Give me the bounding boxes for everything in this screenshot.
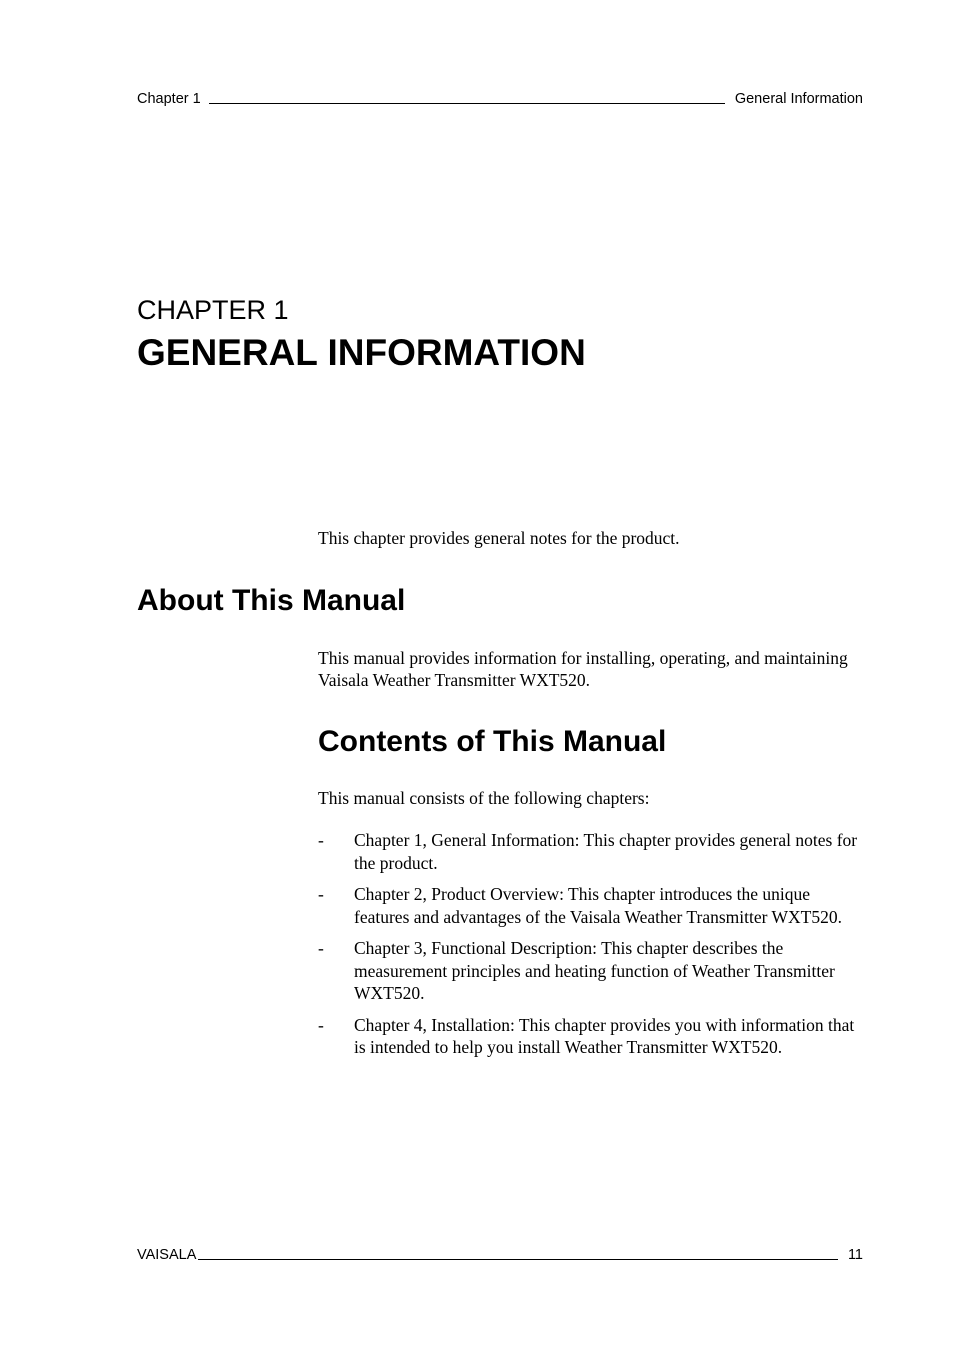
page-footer (137, 1243, 863, 1263)
contents-intro: This manual consists of the following chapters: (318, 788, 650, 808)
about-body: This manual provides information for installing, operating, and maintaining Vaisala Weather Transmitter WXT520. (318, 648, 848, 690)
list-bullet: - (318, 884, 324, 904)
list-item-text: Chapter 1, General Information: This chapter provides general notes for the product. (354, 830, 858, 873)
contents-heading: Contents of This Manual (318, 725, 667, 758)
list-item-text: Chapter 3, Functional Description: This chapter describes the measurement principles and heating function of Weather Transmitter WXT520. (354, 938, 835, 1003)
list-item (318, 829, 866, 874)
chapter-label: CHAPTER 1 (137, 295, 289, 325)
list-item-text: Chapter 4, Installation: This chapter provides you with information that is intended to help you install Weather Transmitter WXT520. (354, 1014, 855, 1057)
about-heading: About This Manual (137, 584, 406, 617)
list-item (318, 1014, 866, 1059)
list-bullet: - (318, 938, 324, 958)
list-bullet: - (318, 1014, 324, 1035)
page-header (137, 87, 863, 107)
chapter-intro: This chapter provides general notes for the product. (318, 528, 680, 548)
header-section-title: General Information (734, 91, 863, 107)
list-item (318, 883, 866, 928)
footer-rule (198, 1259, 838, 1260)
chapter-list (318, 829, 866, 1068)
header-chapter: Chapter 1 (137, 91, 201, 107)
chapter-title: GENERAL INFORMATION (137, 332, 586, 373)
list-item-text: Chapter 2, Product Overview: This chapter introduces the unique features and advantages of the Vaisala Weather Transmitter WXT520. (354, 884, 842, 927)
list-item (318, 937, 866, 1005)
list-bullet: - (318, 830, 324, 850)
page-number: 11 (847, 1247, 863, 1263)
footer-company: VAISALA (137, 1247, 197, 1263)
header-rule (209, 103, 725, 104)
